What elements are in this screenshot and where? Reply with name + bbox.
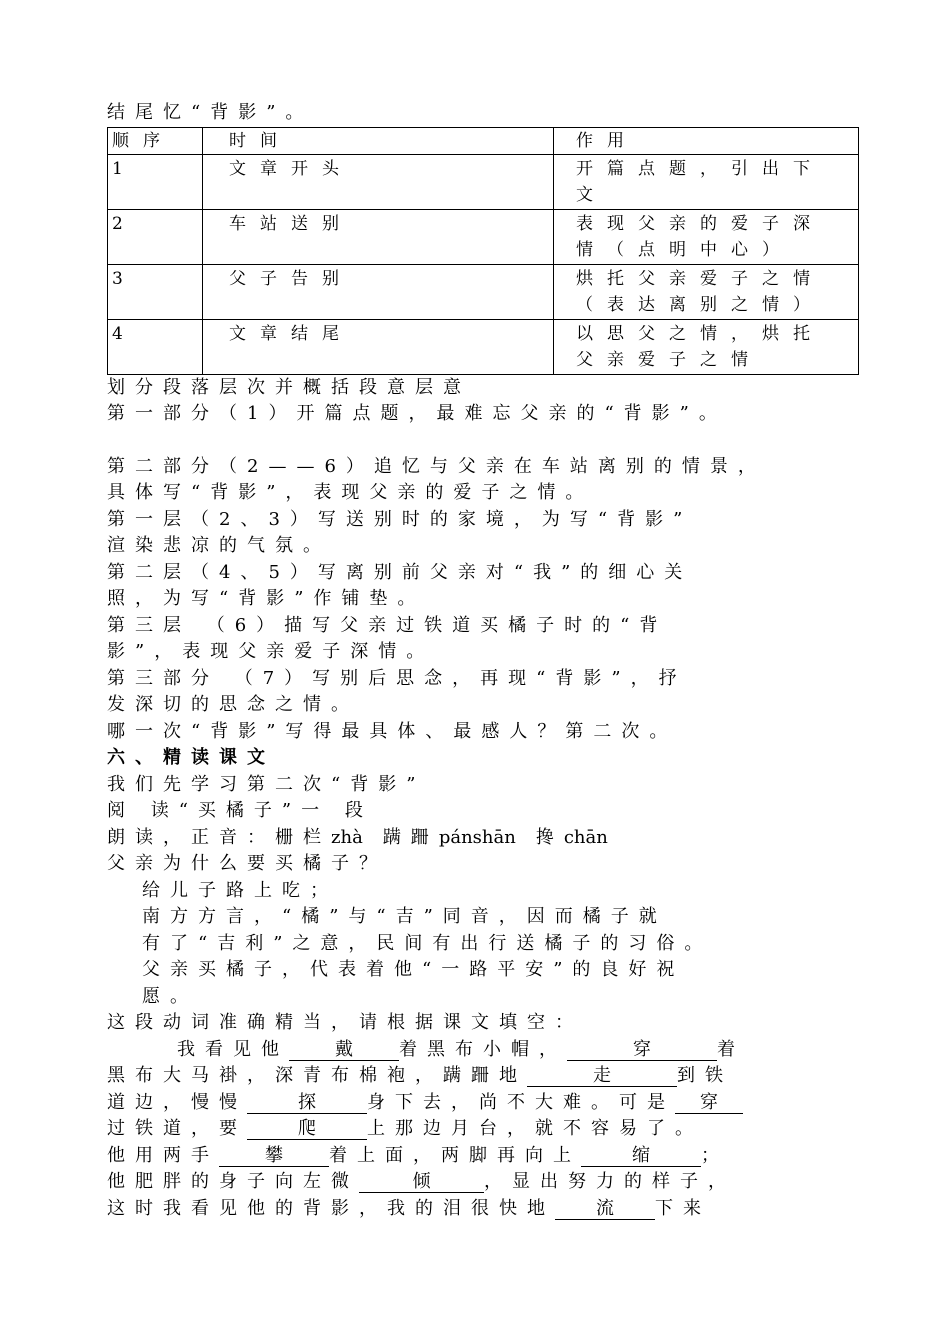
fill-line-1	[107, 1037, 867, 1064]
pronunciation-line	[107, 825, 867, 852]
reading-line1: 我们先学习第二次“背影”	[107, 773, 426, 795]
outline-part2-b: 具体写“背影”，表现父亲的爱子之情。	[107, 482, 594, 503]
answer-1: 给儿子路上吃；	[142, 879, 338, 901]
fill-text: 过铁道，要	[107, 1118, 247, 1139]
pron1-word: 栅栏	[275, 826, 331, 848]
fill-line-2	[107, 1063, 867, 1090]
cell-effect: 表现父亲的爱子深情（点明中心）	[554, 209, 859, 264]
outline-layer2-a: 第二层（4、5）写离别前父亲对“我”的细心关	[107, 561, 693, 583]
fill-blank: 流	[555, 1199, 655, 1220]
cell-effect: 开篇点题，引出下文	[554, 154, 859, 209]
table-row	[108, 154, 859, 209]
fill-blank: 缩	[581, 1146, 701, 1167]
question-why: 父亲为什么要买橘子？	[107, 853, 387, 874]
reading-line2: 阅 读“买橘子”一 段	[107, 800, 373, 821]
answer-2d: 愿。	[142, 985, 198, 1007]
pron1-pinyin: zhà	[331, 826, 363, 848]
cell-time: 父子告别	[203, 264, 554, 319]
fill-text: 身下去，尚不大难。可是	[367, 1091, 675, 1113]
answer-2a: 南方方言，“橘”与“吉”同音，因而橘子就	[142, 906, 667, 927]
structure-table	[107, 127, 859, 375]
fill-text: 他肥胖的身子向左微	[107, 1171, 359, 1192]
fill-text: 我看见他	[177, 1038, 289, 1060]
fill-blank: 穿	[567, 1040, 717, 1061]
fill-text: 着黑布小帽，	[399, 1038, 567, 1060]
fill-text: 着	[717, 1038, 745, 1060]
table-row	[108, 209, 859, 264]
cell-effect: 烘托父亲爱子之情（表达离别之情）	[554, 264, 859, 319]
header-time: 时间	[203, 127, 554, 154]
fill-text: 着上面，两脚再向上	[329, 1144, 581, 1166]
blank-gap	[107, 428, 867, 454]
outline-layer1-a: 第一层（2、3）写送别时的家境，为写“背影”	[107, 508, 693, 530]
fill-text: 下来	[655, 1197, 711, 1219]
fill-blank: 爬	[247, 1119, 367, 1140]
fill-blank: 戴	[289, 1040, 399, 1061]
fill-text: 他用两手	[107, 1144, 219, 1166]
fill-line-5	[107, 1143, 867, 1170]
pron2-pinyin: pánshān	[438, 826, 516, 848]
cell-effect: 以思父之情，烘托父亲爱子之情	[554, 319, 859, 374]
fill-text: 道边，慢慢	[107, 1091, 247, 1113]
fill-blank: 倾	[359, 1172, 484, 1193]
fill-blank: 探	[247, 1093, 367, 1114]
fill-text: 这时我看见他的背影，我的泪很快地	[107, 1197, 555, 1219]
outline-part1: 第一部分（1）开篇点题，最难忘父亲的“背影”。	[107, 403, 727, 424]
pron3-word: 搀	[535, 826, 564, 848]
fill-title: 这段动词准确精当，请根据课文填空：	[107, 1012, 583, 1033]
pron3-pinyin: chān	[563, 826, 608, 848]
cell-time: 文章结尾	[203, 319, 554, 374]
fill-line-7	[107, 1196, 867, 1223]
table-row	[108, 264, 859, 319]
document-page	[107, 100, 867, 1222]
cell-order: 4	[108, 319, 203, 374]
cell-time: 文章开头	[203, 154, 554, 209]
fill-blank: 穿	[675, 1093, 743, 1114]
fill-blank: 攀	[219, 1146, 329, 1167]
answer-2c: 父亲买橘子，代表着他“一路平安”的良好祝	[142, 959, 685, 980]
answer-2b: 有了“吉利”之意，民间有出行送橘子的习俗。	[142, 932, 713, 954]
fill-line-4	[107, 1116, 867, 1143]
fill-line-3	[107, 1090, 867, 1117]
fill-text: ；	[701, 1144, 729, 1166]
fill-blank: 走	[527, 1066, 677, 1087]
table-row	[108, 319, 859, 374]
pron-label: 朗读，正音：	[107, 826, 275, 848]
outline-part3-a: 第三部分 （7）写别后思念，再现“背影”，抒	[107, 667, 687, 689]
intro-line: 结尾忆“背影”。	[107, 102, 314, 123]
cell-order: 1	[108, 154, 203, 209]
outline-part3-b: 发深切的思念之情。	[107, 694, 359, 715]
outline-part2-a: 第二部分（2——6）追忆与父亲在车站离别的情景，	[107, 455, 766, 477]
outline-question: 哪一次“背影”写得最具体、最感人？第二次。	[107, 720, 678, 742]
fill-text: 黑布大马褂，深青布棉袍，蹒跚地	[107, 1065, 527, 1086]
cell-order: 2	[108, 209, 203, 264]
outline-layer1-b: 渲染悲凉的气氛。	[107, 535, 331, 556]
table-header-row	[108, 127, 859, 154]
fill-text: ，显出努力的样子，	[484, 1171, 736, 1192]
fill-line-6	[107, 1169, 867, 1196]
pron2-word: 蹒跚	[382, 826, 439, 848]
cell-time: 车站送别	[203, 209, 554, 264]
fill-text: 到铁	[677, 1065, 733, 1086]
fill-text: 上那边月台，就不容易了。	[367, 1118, 703, 1139]
outline-layer3-a: 第三层 （6）描写父亲过铁道买橘子时的“背	[107, 614, 668, 636]
header-effect: 作用	[554, 127, 859, 154]
outline-layer2-b: 照，为写“背影”作铺垫。	[107, 588, 426, 609]
section-heading: 六、精读课文	[107, 747, 275, 768]
outline-title: 划分段落层次并概括段意层意	[107, 376, 471, 398]
cell-order: 3	[108, 264, 203, 319]
outline-layer3-b: 影”，表现父亲爱子深情。	[107, 641, 435, 662]
header-order: 顺序	[108, 127, 203, 154]
